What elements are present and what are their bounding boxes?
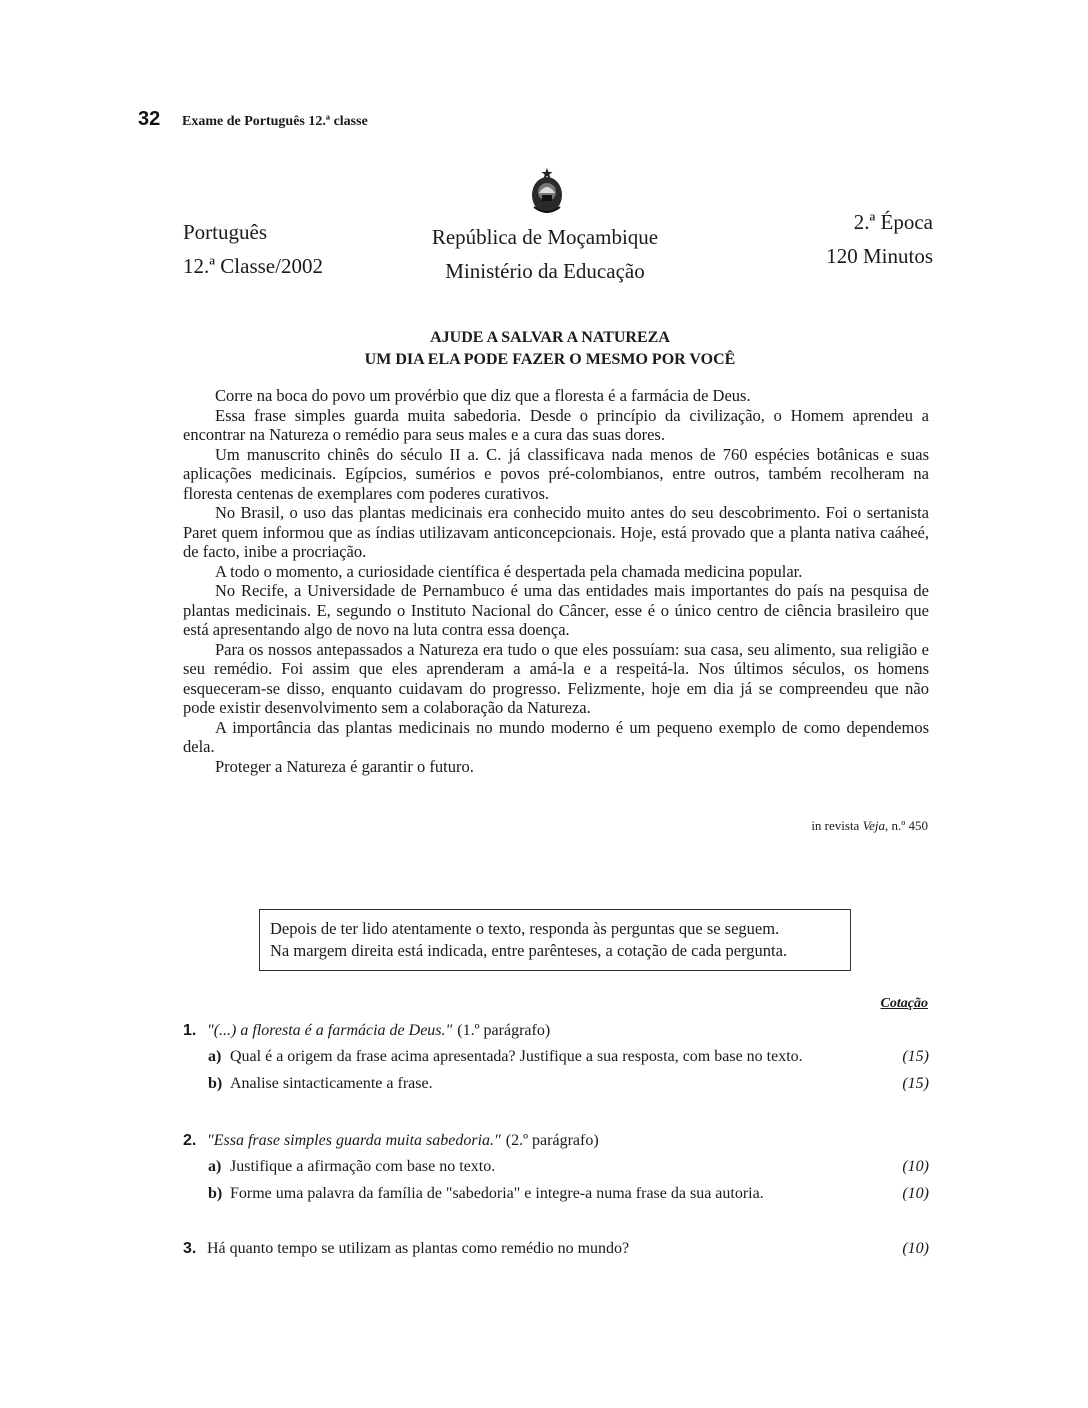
exam-subject-block: [183, 215, 323, 283]
country-name: República de Moçambique: [431, 225, 659, 249]
issuer-block: [380, 220, 710, 288]
question-text: Há quanto tempo se utilizam as plantas como remédio no mundo?: [207, 1240, 630, 1257]
article-title-line-2: UM DIA ELA PODE FAZER O MESMO POR VOCÊ: [364, 351, 736, 368]
article-title: [300, 327, 800, 371]
coat-of-arms-icon: [528, 167, 566, 217]
instructions-line-2: Na margem direita está indicada, entre parênteses, a cotação de cada pergunta.: [270, 941, 788, 960]
article-paragraph: A importância das plantas medicinais no mundo moderno é um pequeno exemplo de como dependemos dela.: [183, 717, 929, 756]
article-title-line-1: AJUDE A SALVAR A NATUREZA: [430, 329, 670, 346]
sub-question-text: Analise sintacticamente a frase.: [230, 1075, 433, 1092]
sub-question-letter: a): [208, 1158, 222, 1175]
question-number: 1.: [183, 1022, 197, 1039]
running-header: [138, 108, 368, 131]
page-number: 32: [138, 108, 161, 130]
question-quote: "(...) a floresta é a farmácia de Deus.": [207, 1022, 453, 1039]
sub-question: [183, 1158, 929, 1185]
question-1: [183, 1022, 929, 1102]
sub-question-text: Qual é a origem da frase acima apresentada? Justifique a sua resposta, com base no texto.: [230, 1048, 803, 1065]
article-body: [183, 386, 929, 776]
article-paragraph: No Recife, a Universidade de Pernambuco é uma das entidades mais importantes do país na pesquisa de plantas medicinais. E, segundo o Instituto Nacional do Câncer, esse é o único centro de ciência brasileiro que está apresentando algo de novo na luta contra essa doença.: [183, 581, 929, 639]
question-3: [183, 1240, 929, 1266]
article-paragraph: Um manuscrito chinês do século II a. C. já classificava nada menos de 760 espécies botânicas e suas aplicações medicinais. Egípcios, sumérios e povos pré-colombianos, entre outros, também recolheram na floresta centenas de exemplares com poderes curativos.: [183, 444, 929, 503]
article-paragraph: Proteger a Natureza é garantir o futuro.: [215, 756, 474, 776]
sub-question: [183, 1075, 929, 1102]
question-score: (15): [902, 1048, 929, 1065]
instructions-line-1: Depois de ter lido atentamente o texto, responda às perguntas que se seguem.: [270, 919, 780, 938]
exam-session-block: [826, 205, 933, 273]
question-score: (15): [902, 1075, 929, 1092]
sub-question-text: Forme uma palavra da família de "sabedoria" e integre-a numa frase da sua autoria.: [230, 1185, 764, 1202]
question-2: [183, 1132, 929, 1212]
subject-name: Português: [183, 220, 267, 244]
article-paragraph: No Brasil, o uso das plantas medicinais era conhecido muito antes do seu descobrimento. Foi o sertanista Paret quem informou que as índias utilizavam anticoncepcionais. Hoje, está provado que a planta nativa caáheé, de facto, inibe a procriação.: [183, 503, 929, 561]
score-column-header: Cotação: [880, 996, 928, 1011]
exam-duration: 120 Minutos: [826, 244, 933, 268]
article-paragraph: Para os nossos antepassados a Natureza era tudo o que eles possuíam: sua casa, seu alimento, sua religião e seu remédio. Foi assim que eles aprenderam a amá-la e a respeitá-la. Nos últimos séculos, os homens esqueceram-se disso, enquanto cuidavam do progresso. Felizmente, hoje em dia já se compreendeu que não pode existir desenvolvimento sem a colaboração da Natureza.: [183, 639, 929, 717]
class-year: 12.ª Classe/2002: [183, 254, 323, 278]
article-paragraph: A todo o momento, a curiosidade científica é despertada pela chamada medicina popular.: [215, 561, 803, 581]
running-title: Exame de Português 12.ª classe: [182, 114, 368, 129]
ministry-name: Ministério da Educação: [445, 259, 645, 283]
sub-question-text: Justifique a afirmação com base no texto.: [230, 1158, 496, 1175]
exam-season: 2.ª Época: [853, 210, 933, 234]
sub-question: [183, 1048, 929, 1075]
question-number: 3.: [183, 1240, 197, 1257]
question-reference: (1.º parágrafo): [457, 1022, 551, 1039]
question-reference: (2.º parágrafo): [505, 1132, 599, 1149]
question-score: (10): [902, 1185, 929, 1202]
source-prefix: in revista: [811, 818, 863, 833]
sub-question-letter: a): [208, 1048, 222, 1065]
question-score: (10): [902, 1158, 929, 1175]
question-quote: "Essa frase simples guarda muita sabedoria.": [207, 1132, 501, 1149]
article-paragraph: Essa frase simples guarda muita sabedoria. Desde o princípio da civilização, o Homem aprendeu a encontrar na Natureza o remédio para seus males e a cura das suas dores.: [183, 405, 929, 444]
sub-question-letter: b): [208, 1075, 223, 1092]
sub-question-letter: b): [208, 1185, 223, 1202]
source-issue: , n.º 450: [884, 818, 928, 833]
source-publication: Veja: [862, 818, 885, 833]
instructions-box: [259, 909, 851, 971]
sub-question: [183, 1185, 929, 1212]
article-source: [811, 818, 928, 834]
article-paragraph: Corre na boca do povo um provérbio que diz que a floresta é a farmácia de Deus.: [215, 386, 751, 405]
question-score: (10): [902, 1240, 929, 1257]
question-number: 2.: [183, 1132, 197, 1149]
